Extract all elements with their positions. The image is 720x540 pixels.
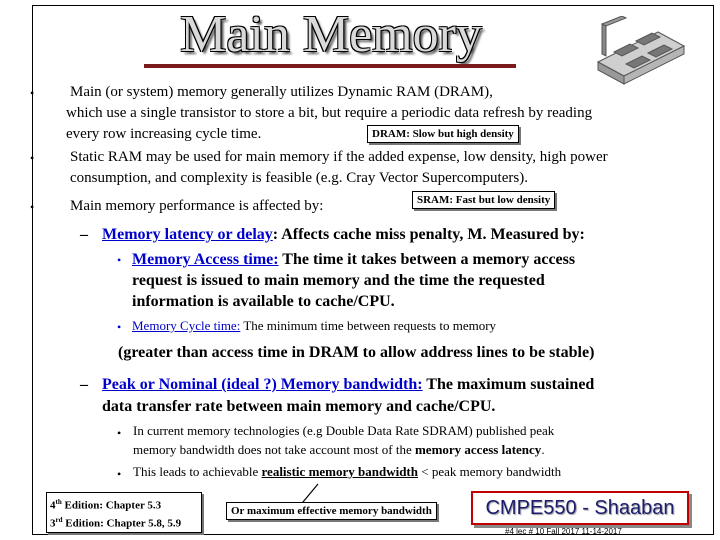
bandwidth-line2: data transfer rate between main memory and cache/CPU.: [102, 398, 496, 415]
memory-module-image: [592, 16, 688, 92]
bw-sub1-a: memory bandwidth does not take account most of the: [133, 442, 412, 457]
slide-footer: #4 lec # 10 Fall 2017 11-14-2017: [505, 527, 622, 536]
latency-dash: –: [80, 226, 88, 243]
edition-box: [46, 492, 202, 533]
title-underline: [144, 64, 516, 68]
bw-sub2-line: [133, 464, 561, 480]
bullet1-line1: Main (or system) memory generally utilizes Dynamic RAM (DRAM),: [70, 84, 493, 100]
bullet1-line3: every row increasing cycle time.: [66, 126, 262, 142]
bw-sub2-bullet: •: [117, 467, 122, 481]
bullet2-line1: Static RAM may be used for main memory if the added expense, low density, high power: [70, 149, 608, 165]
bw-sub1-b: memory access latency: [411, 442, 542, 457]
cycle-term: Memory Cycle time:: [132, 318, 241, 333]
bandwidth-rest: The maximum sustained: [422, 376, 595, 393]
bullet2-line2: consumption, and complexity is feasible (e.g. Cray Vector Supercomputers).: [70, 170, 528, 186]
bullet-marker: •: [30, 86, 35, 100]
access-line1: [132, 251, 575, 269]
bullet-marker: •: [30, 151, 35, 165]
latency-rest: : Affects cache miss penalty, M. Measured by:: [272, 226, 585, 243]
bullet3-line1: Main memory performance is affected by:: [70, 198, 324, 214]
bullet1-line2: which use a single transistor to store a bit, but require a periodic data refresh by reading: [66, 105, 593, 121]
bw-sub1-line2: [133, 442, 545, 458]
latency-line: [102, 226, 585, 244]
bullet-marker: •: [30, 200, 35, 214]
course-badge: CMPE550 - Shaaban: [471, 491, 689, 525]
bw-sub1-line1: In current memory technologies (e.g Double Data Rate SDRAM) published peak: [133, 423, 555, 438]
dram-note: (greater than access time in DRAM to allow address lines to be stable): [118, 344, 595, 361]
bandwidth-callout: Or maximum effective memory bandwidth: [226, 502, 437, 520]
slide-title: Main Memory: [180, 6, 482, 63]
cycle-rest: The minimum time between requests to memory: [240, 318, 497, 333]
cycle-bullet: •: [117, 320, 122, 334]
latency-term: Memory latency or delay: [102, 226, 273, 243]
edition-line2: 3rd Edition: Chapter 5.8, 5.9: [50, 515, 182, 530]
access-rest: The time it takes between a memory access: [278, 251, 576, 268]
bw-sub2-c: < peak memory bandwidth: [418, 464, 562, 479]
bandwidth-dash: –: [80, 376, 88, 393]
bandwidth-line1: [102, 376, 594, 394]
access-line2: request is issued to main memory and the time the requested: [132, 272, 545, 289]
access-bullet: •: [117, 253, 122, 267]
bw-sub1-bullet: •: [117, 426, 122, 440]
dram-callout: DRAM: Slow but high density: [367, 125, 519, 143]
access-line3: information is available to cache/CPU.: [132, 293, 395, 310]
sram-callout: SRAM: Fast but low density: [412, 191, 555, 209]
bandwidth-term: Peak or Nominal (ideal ?) Memory bandwidth:: [102, 376, 423, 393]
edition-line1: 4th Edition: Chapter 5.3: [50, 498, 162, 512]
bw-sub2-a: This leads to achievable: [133, 464, 262, 479]
access-term: Memory Access time:: [132, 251, 279, 268]
bw-sub2-b: realistic memory bandwidth: [261, 464, 418, 479]
bw-sub1-c: .: [541, 442, 545, 457]
cycle-line: [132, 318, 496, 334]
